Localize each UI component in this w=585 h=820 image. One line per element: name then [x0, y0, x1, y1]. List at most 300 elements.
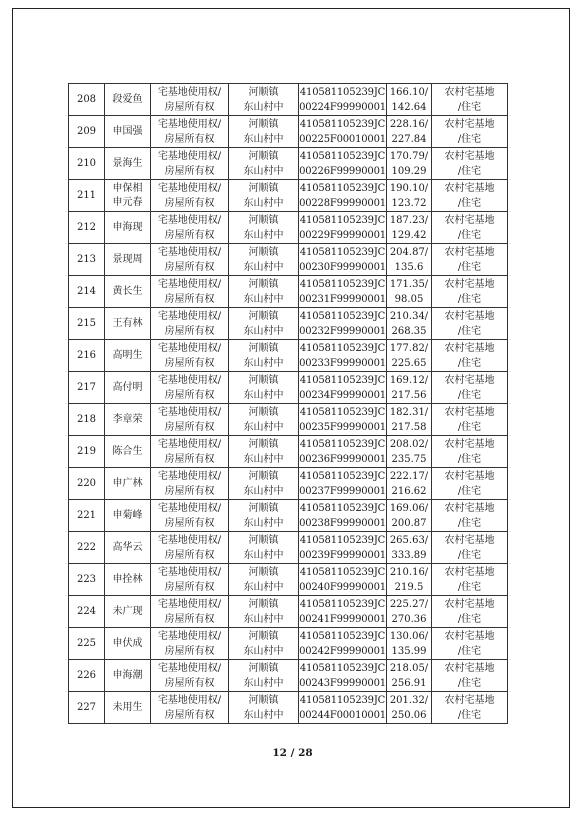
parcel-code-line: 00241F99990001	[299, 613, 386, 625]
parcel-code-line: 00226F99990001	[299, 165, 386, 177]
table-row	[69, 276, 508, 308]
owner-name: 申菊峰	[112, 510, 143, 521]
right-type-line: 房屋所有权	[164, 293, 215, 305]
location-line: 东山村中	[243, 645, 284, 657]
right-type-line: 宅基地使用权/	[157, 150, 222, 162]
land-use-line: 农村宅基地	[444, 438, 495, 450]
row-number-cell: 217	[69, 372, 105, 404]
owner-name-cell	[105, 404, 151, 436]
location-cell	[229, 180, 299, 212]
parcel-code-line: 410581105239JC	[299, 246, 386, 258]
area-line: 218.05/	[389, 662, 429, 674]
table-row	[69, 692, 508, 724]
area-line: 98.05	[394, 293, 424, 305]
right-type-line: 宅基地使用权/	[157, 534, 222, 546]
owner-name: 申保相 申元春	[112, 182, 143, 208]
location-cell	[229, 532, 299, 564]
area-line: 135.99	[391, 645, 427, 657]
area-cell	[387, 308, 432, 340]
area-line: 204.87/	[389, 246, 429, 258]
parcel-code-line: 00228F99990001	[299, 197, 386, 209]
table-row	[69, 308, 508, 340]
owner-name: 申广林	[112, 478, 143, 489]
area-cell	[387, 244, 432, 276]
land-use-line: 农村宅基地	[444, 246, 495, 258]
owner-name: 未广现	[112, 606, 143, 617]
location-cell	[229, 500, 299, 532]
parcel-code-line: 00237F99990001	[299, 485, 386, 497]
table-row	[69, 564, 508, 596]
area-line: 130.06/	[389, 630, 429, 642]
parcel-code-line: 410581105239JC	[299, 214, 386, 226]
parcel-code-line: 00233F99990001	[299, 357, 386, 369]
right-type-line: 宅基地使用权/	[157, 630, 222, 642]
land-use-cell	[432, 596, 508, 628]
row-number-cell: 208	[69, 84, 105, 116]
right-type-line: 宅基地使用权/	[157, 566, 222, 578]
parcel-code-line: 00232F99990001	[299, 325, 386, 337]
table-row	[69, 340, 508, 372]
parcel-code-line: 410581105239JC	[299, 342, 386, 354]
row-number-cell: 213	[69, 244, 105, 276]
table-row	[69, 372, 508, 404]
land-use-cell	[432, 372, 508, 404]
owner-name: 景海生	[112, 158, 143, 169]
right-type-line: 宅基地使用权/	[157, 598, 222, 610]
right-type-cell	[151, 564, 229, 596]
land-use-line: /住宅	[457, 453, 482, 465]
parcel-code-cell	[299, 116, 387, 148]
right-type-cell	[151, 212, 229, 244]
right-type-cell	[151, 244, 229, 276]
row-number-cell: 212	[69, 212, 105, 244]
parcel-code-line: 00239F99990001	[299, 549, 386, 561]
table-row	[69, 404, 508, 436]
owner-name-cell	[105, 148, 151, 180]
parcel-code-cell	[299, 596, 387, 628]
location-line: 东山村中	[243, 197, 284, 209]
land-use-line: 农村宅基地	[444, 630, 495, 642]
land-use-line: 农村宅基地	[444, 598, 495, 610]
area-line: 123.72	[391, 197, 427, 209]
area-line: 109.29	[391, 165, 427, 177]
land-use-cell	[432, 308, 508, 340]
area-line: 208.02/	[389, 438, 429, 450]
row-number-cell: 227	[69, 692, 105, 724]
area-cell	[387, 180, 432, 212]
area-line: 135.6	[394, 261, 424, 273]
area-line: 228.16/	[389, 118, 429, 130]
owner-name-cell	[105, 212, 151, 244]
right-type-line: 房屋所有权	[164, 229, 215, 241]
location-line: 河顺镇	[248, 470, 279, 482]
parcel-code-cell	[299, 276, 387, 308]
land-use-line: /住宅	[457, 357, 482, 369]
area-line: 182.31/	[389, 406, 429, 418]
parcel-code-line: 410581105239JC	[299, 662, 386, 674]
parcel-code-line: 410581105239JC	[299, 182, 386, 194]
area-line: 169.06/	[389, 502, 429, 514]
land-use-cell	[432, 276, 508, 308]
land-use-line: /住宅	[457, 165, 482, 177]
location-line: 河顺镇	[248, 342, 279, 354]
area-cell	[387, 564, 432, 596]
right-type-line: 宅基地使用权/	[157, 118, 222, 130]
area-line: 268.35	[391, 325, 427, 337]
table-row	[69, 148, 508, 180]
right-type-line: 房屋所有权	[164, 517, 215, 529]
table-row	[69, 500, 508, 532]
location-line: 河顺镇	[248, 182, 279, 194]
owner-name: 高明生	[112, 350, 143, 361]
land-use-line: 农村宅基地	[444, 182, 495, 194]
land-use-cell	[432, 244, 508, 276]
right-type-cell	[151, 532, 229, 564]
location-line: 河顺镇	[248, 86, 279, 98]
location-cell	[229, 116, 299, 148]
parcel-code-line: 00231F99990001	[299, 293, 386, 305]
right-type-line: 房屋所有权	[164, 197, 215, 209]
owner-name-cell	[105, 244, 151, 276]
owner-name-cell	[105, 596, 151, 628]
right-type-line: 房屋所有权	[164, 133, 215, 145]
parcel-code-line: 00238F99990001	[299, 517, 386, 529]
location-line: 河顺镇	[248, 502, 279, 514]
area-line: 187.23/	[389, 214, 429, 226]
parcel-code-cell	[299, 404, 387, 436]
location-line: 东山村中	[243, 261, 284, 273]
owner-name-cell	[105, 84, 151, 116]
location-line: 东山村中	[243, 325, 284, 337]
parcel-code-line: 410581105239JC	[299, 630, 386, 642]
owner-name-cell	[105, 500, 151, 532]
location-line: 东山村中	[243, 421, 284, 433]
land-use-cell	[432, 692, 508, 724]
parcel-code-line: 00242F99990001	[299, 645, 386, 657]
right-type-line: 房屋所有权	[164, 645, 215, 657]
area-cell	[387, 628, 432, 660]
owner-name-cell	[105, 532, 151, 564]
owner-name: 王有林	[112, 318, 143, 329]
location-line: 河顺镇	[248, 598, 279, 610]
parcel-code-cell	[299, 532, 387, 564]
right-type-cell	[151, 692, 229, 724]
land-use-cell	[432, 628, 508, 660]
location-cell	[229, 660, 299, 692]
area-cell	[387, 84, 432, 116]
parcel-code-cell	[299, 500, 387, 532]
row-number-cell: 215	[69, 308, 105, 340]
location-line: 河顺镇	[248, 406, 279, 418]
parcel-code-cell	[299, 148, 387, 180]
right-type-line: 宅基地使用权/	[157, 438, 222, 450]
row-number-cell: 219	[69, 436, 105, 468]
location-line: 河顺镇	[248, 246, 279, 258]
parcel-code-line: 410581105239JC	[299, 566, 386, 578]
right-type-line: 宅基地使用权/	[157, 246, 222, 258]
owner-name: 未用生	[112, 702, 143, 713]
land-use-line: /住宅	[457, 613, 482, 625]
location-cell	[229, 212, 299, 244]
right-type-cell	[151, 468, 229, 500]
registry-table	[68, 83, 508, 724]
right-type-line: 房屋所有权	[164, 485, 215, 497]
row-number-cell: 209	[69, 116, 105, 148]
parcel-code-cell	[299, 212, 387, 244]
location-line: 河顺镇	[248, 566, 279, 578]
owner-name-cell	[105, 116, 151, 148]
area-line: 235.75	[391, 453, 427, 465]
area-line: 177.82/	[389, 342, 429, 354]
land-use-cell	[432, 404, 508, 436]
land-use-line: 农村宅基地	[444, 406, 495, 418]
owner-name: 申海现	[112, 222, 143, 233]
right-type-cell	[151, 436, 229, 468]
parcel-code-cell	[299, 628, 387, 660]
right-type-line: 房屋所有权	[164, 581, 215, 593]
location-line: 河顺镇	[248, 118, 279, 130]
parcel-code-line: 410581105239JC	[299, 86, 386, 98]
land-use-line: /住宅	[457, 229, 482, 241]
parcel-code-line: 00235F99990001	[299, 421, 386, 433]
area-line: 171.35/	[389, 278, 429, 290]
parcel-code-line: 00240F99990001	[299, 581, 386, 593]
right-type-cell	[151, 340, 229, 372]
area-cell	[387, 596, 432, 628]
location-cell	[229, 84, 299, 116]
owner-name-cell	[105, 340, 151, 372]
parcel-code-line: 410581105239JC	[299, 598, 386, 610]
table-row	[69, 116, 508, 148]
owner-name-cell	[105, 276, 151, 308]
location-cell	[229, 244, 299, 276]
area-cell	[387, 692, 432, 724]
land-use-cell	[432, 564, 508, 596]
parcel-code-cell	[299, 372, 387, 404]
right-type-line: 宅基地使用权/	[157, 310, 222, 322]
parcel-code-line: 410581105239JC	[299, 694, 386, 706]
area-line: 225.27/	[389, 598, 429, 610]
parcel-code-cell	[299, 660, 387, 692]
owner-name-cell	[105, 628, 151, 660]
parcel-code-cell	[299, 564, 387, 596]
land-use-line: 农村宅基地	[444, 214, 495, 226]
area-cell	[387, 372, 432, 404]
location-line: 东山村中	[243, 229, 284, 241]
owner-name-cell	[105, 564, 151, 596]
location-line: 东山村中	[243, 677, 284, 689]
right-type-line: 宅基地使用权/	[157, 662, 222, 674]
row-number-cell: 210	[69, 148, 105, 180]
location-line: 东山村中	[243, 517, 284, 529]
table-row	[69, 180, 508, 212]
area-line: 129.42	[391, 229, 427, 241]
parcel-code-line: 410581105239JC	[299, 470, 386, 482]
land-use-cell	[432, 340, 508, 372]
parcel-code-line: 00234F99990001	[299, 389, 386, 401]
location-cell	[229, 692, 299, 724]
right-type-line: 房屋所有权	[164, 357, 215, 369]
area-line: 216.62	[391, 485, 427, 497]
area-cell	[387, 148, 432, 180]
area-line: 227.84	[391, 133, 427, 145]
parcel-code-line: 410581105239JC	[299, 150, 386, 162]
table-row	[69, 436, 508, 468]
land-use-line: /住宅	[457, 549, 482, 561]
parcel-code-line: 00230F99990001	[299, 261, 386, 273]
land-use-line: 农村宅基地	[444, 694, 495, 706]
location-cell	[229, 340, 299, 372]
area-line: 201.32/	[389, 694, 429, 706]
location-line: 东山村中	[243, 581, 284, 593]
location-line: 河顺镇	[248, 278, 279, 290]
parcel-code-cell	[299, 340, 387, 372]
area-cell	[387, 404, 432, 436]
right-type-cell	[151, 500, 229, 532]
row-number-cell: 225	[69, 628, 105, 660]
right-type-line: 房屋所有权	[164, 325, 215, 337]
parcel-code-cell	[299, 436, 387, 468]
parcel-code-line: 00229F99990001	[299, 229, 386, 241]
parcel-code-line: 00236F99990001	[299, 453, 386, 465]
location-line: 河顺镇	[248, 150, 279, 162]
location-line: 东山村中	[243, 389, 284, 401]
parcel-code-line: 410581105239JC	[299, 278, 386, 290]
right-type-line: 房屋所有权	[164, 453, 215, 465]
land-use-cell	[432, 148, 508, 180]
land-use-line: /住宅	[457, 261, 482, 273]
right-type-cell	[151, 84, 229, 116]
area-cell	[387, 660, 432, 692]
row-number-cell: 216	[69, 340, 105, 372]
area-line: 169.12/	[389, 374, 429, 386]
location-cell	[229, 564, 299, 596]
location-line: 东山村中	[243, 485, 284, 497]
area-line: 219.5	[394, 581, 424, 593]
land-use-line: 农村宅基地	[444, 310, 495, 322]
parcel-code-cell	[299, 244, 387, 276]
table-row	[69, 660, 508, 692]
area-line: 265.63/	[389, 534, 429, 546]
location-line: 东山村中	[243, 357, 284, 369]
right-type-line: 宅基地使用权/	[157, 694, 222, 706]
row-number-cell: 221	[69, 500, 105, 532]
location-cell	[229, 372, 299, 404]
land-use-line: 农村宅基地	[444, 470, 495, 482]
land-use-line: /住宅	[457, 709, 482, 721]
row-number-cell: 223	[69, 564, 105, 596]
table-row	[69, 596, 508, 628]
registry-table-body	[69, 84, 508, 724]
right-type-cell	[151, 372, 229, 404]
land-use-line: /住宅	[457, 517, 482, 529]
location-line: 河顺镇	[248, 630, 279, 642]
area-line: 270.36	[391, 613, 427, 625]
location-cell	[229, 276, 299, 308]
owner-name: 申国强	[112, 126, 143, 137]
area-line: 170.79/	[389, 150, 429, 162]
location-line: 河顺镇	[248, 662, 279, 674]
owner-name-cell	[105, 372, 151, 404]
location-line: 河顺镇	[248, 374, 279, 386]
land-use-line: /住宅	[457, 389, 482, 401]
parcel-code-line: 410581105239JC	[299, 310, 386, 322]
land-use-line: /住宅	[457, 485, 482, 497]
area-line: 217.56	[391, 389, 427, 401]
row-number-cell: 226	[69, 660, 105, 692]
land-use-line: 农村宅基地	[444, 534, 495, 546]
right-type-line: 房屋所有权	[164, 261, 215, 273]
owner-name: 陈合生	[112, 446, 143, 457]
land-use-line: 农村宅基地	[444, 342, 495, 354]
owner-name: 申拴林	[112, 574, 143, 585]
location-line: 东山村中	[243, 709, 284, 721]
land-use-cell	[432, 436, 508, 468]
right-type-line: 房屋所有权	[164, 677, 215, 689]
right-type-line: 宅基地使用权/	[157, 502, 222, 514]
row-number-cell: 211	[69, 180, 105, 212]
land-use-cell	[432, 212, 508, 244]
owner-name-cell	[105, 308, 151, 340]
land-use-line: /住宅	[457, 101, 482, 113]
area-line: 210.16/	[389, 566, 429, 578]
land-use-line: 农村宅基地	[444, 502, 495, 514]
location-cell	[229, 148, 299, 180]
right-type-line: 宅基地使用权/	[157, 342, 222, 354]
owner-name: 段爱鱼	[112, 94, 143, 105]
land-use-line: /住宅	[457, 421, 482, 433]
location-cell	[229, 308, 299, 340]
location-line: 东山村中	[243, 165, 284, 177]
location-line: 河顺镇	[248, 310, 279, 322]
parcel-code-line: 00244F00010001	[299, 709, 386, 721]
owner-name-cell	[105, 180, 151, 212]
row-number-cell: 214	[69, 276, 105, 308]
row-number-cell: 218	[69, 404, 105, 436]
land-use-line: /住宅	[457, 645, 482, 657]
right-type-cell	[151, 404, 229, 436]
area-line: 200.87	[391, 517, 427, 529]
land-use-line: /住宅	[457, 581, 482, 593]
area-line: 210.34/	[389, 310, 429, 322]
owner-name-cell	[105, 660, 151, 692]
land-use-line: 农村宅基地	[444, 278, 495, 290]
land-use-line: 农村宅基地	[444, 662, 495, 674]
right-type-line: 宅基地使用权/	[157, 214, 222, 226]
right-type-line: 房屋所有权	[164, 709, 215, 721]
table-row	[69, 212, 508, 244]
area-line: 256.91	[391, 677, 427, 689]
area-cell	[387, 500, 432, 532]
land-use-line: /住宅	[457, 133, 482, 145]
area-cell	[387, 436, 432, 468]
land-use-cell	[432, 532, 508, 564]
land-use-cell	[432, 500, 508, 532]
parcel-code-cell	[299, 468, 387, 500]
land-use-line: 农村宅基地	[444, 86, 495, 98]
right-type-line: 房屋所有权	[164, 389, 215, 401]
table-row	[69, 532, 508, 564]
parcel-code-line: 00225F00010001	[299, 133, 386, 145]
land-use-cell	[432, 180, 508, 212]
table-row	[69, 468, 508, 500]
right-type-line: 房屋所有权	[164, 421, 215, 433]
right-type-line: 房屋所有权	[164, 549, 215, 561]
location-line: 河顺镇	[248, 694, 279, 706]
location-line: 东山村中	[243, 293, 284, 305]
area-line: 166.10/	[389, 86, 429, 98]
parcel-code-line: 00224F99990001	[299, 101, 386, 113]
